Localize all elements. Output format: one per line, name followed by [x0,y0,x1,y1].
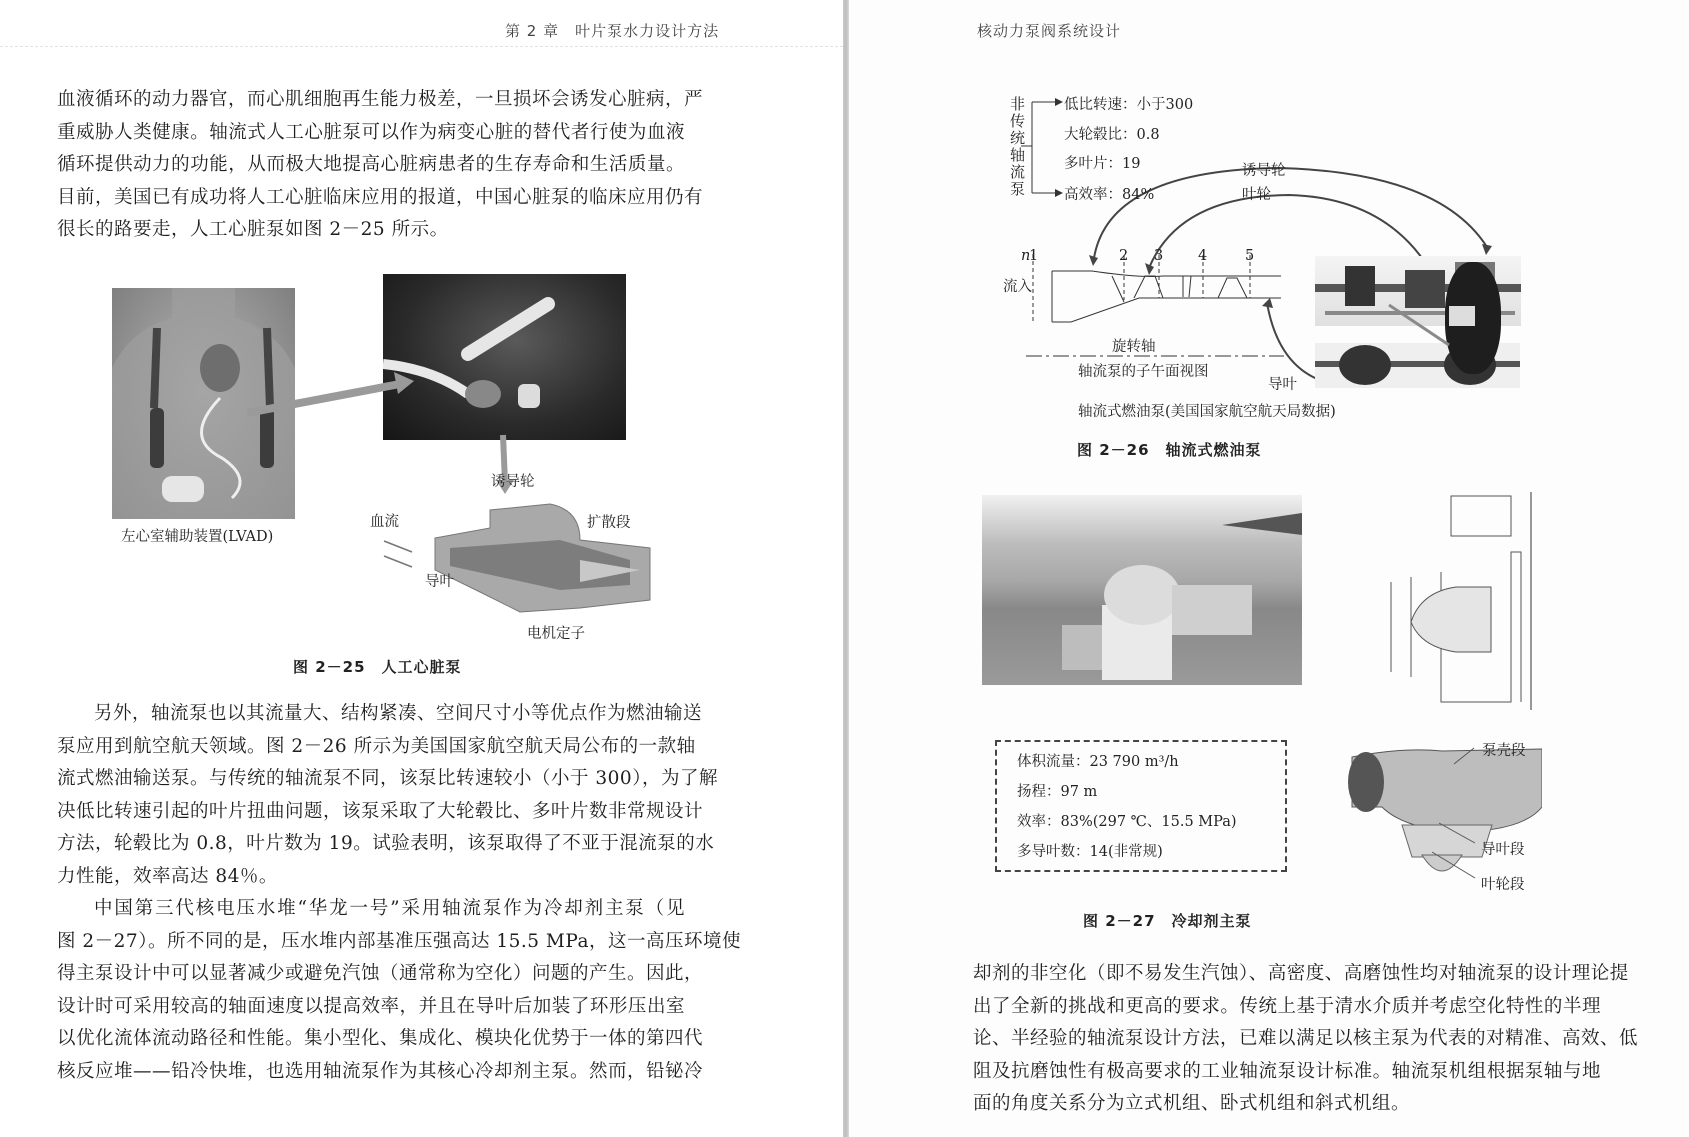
impeller-section-label: 叶轮段 [1481,877,1525,893]
casing-section-label: 泵壳段 [1482,743,1526,759]
meridional-view-title: 轴流泵的子午面视图 [1078,364,1209,380]
guide-vane-section-label: 导叶段 [1481,842,1525,858]
figure-2-25-caption: 图 2－25 人工心脏泵 [293,658,462,676]
paragraph-lead-bismuth [973,958,1639,1121]
paragraph-fuel-pump [57,698,718,893]
part-leader-lines [849,0,1689,900]
right-page [849,0,1689,1137]
feature-blade-count: 多叶片：19 [1064,156,1141,172]
figure-2-27-caption: 图 2－27 冷却剂主泵 [1083,912,1252,930]
text-line: 循环提供动力的功能，从而极大地提高心脏病患者的生存寿命和生活质量。 [57,154,685,175]
text-line: 很长的路要走，人工心脏泵如图 2－25 所示。 [57,219,449,240]
inducer-label: 诱导轮 [491,474,535,490]
motor-stator-label: 电机定子 [527,626,585,642]
station-1: 1 [1029,248,1039,264]
diffuser-label: 扩散段 [587,515,631,531]
text-line: 目前，美国已有成功将人工心脏临床应用的报道，中国心脏泵的临床应用仍有 [57,186,704,208]
feature-low-specific-speed: 低比转速：小于300 [1064,97,1194,113]
text-line: 图 2－27）。所不同的是，压水堆内部基准压强高达 15.5 MPa，这一高压环境使 [57,930,741,952]
station-5: 5 [1245,248,1255,264]
station-4: 4 [1198,248,1208,264]
text-line: 决低比转速引起的叶片扭曲问题，该泵采取了大轮毂比、多叶片数非常规设计 [57,800,704,822]
inflow-label: 流入 [1003,279,1032,295]
spec-guide-vanes: 多导叶数：14(非常规) [1017,844,1163,860]
connector-arrows [0,0,843,700]
spec-head: 扬程：97 m [1017,784,1098,800]
running-head-chapter: 第 2 章 叶片泵水力设计方法 [505,22,720,40]
station-3: 3 [1154,248,1164,264]
text-line: 论、半经验的轴流泵设计方法，已难以满足以核主泵为代表的对精准、高效、低 [973,1028,1639,1049]
text-line: 方法，轮毂比为 0.8，叶片数为 19。试验表明，该泵取得了不亚于混流泵的水 [57,833,715,854]
running-head-book: 核动力泵阀系统设计 [977,22,1122,40]
text-line: 得主泵设计中可以显著减少或避免汽蚀（通常称为空化）问题的产生。因此， [57,963,704,984]
text-line: 流式燃油输送泵。与传统的轴流泵不同，该泵比转速较小（小于 300），为了解 [57,768,718,789]
guide-vane-label: 导叶 [425,574,454,590]
text-line: 阻及抗磨蚀性有极高要求的工业轴流泵设计标准。轴流泵机组根据泵轴与地 [973,1060,1601,1082]
bracket-title-vertical: 非传统轴流泵 [1010,95,1026,198]
text-line: 面的角度关系分为立式机组、卧式机组和斜式机组。 [973,1093,1411,1114]
text-line: 另外，轴流泵也以其流量大、结构紧凑、空间尺寸小等优点作为燃油输送 [94,703,703,724]
rotation-axis-label: 旋转轴 [1112,339,1156,355]
text-line: 中国第三代核电压水堆“华龙一号”采用轴流泵作为冷却剂主泵（见 [94,898,685,919]
figure-2-26-subcaption: 轴流式燃油泵(美国国家航空航天局数据) [1078,404,1336,420]
blood-flow-label: 血流 [370,514,399,530]
meridional-n-label: n [1021,248,1031,264]
text-line: 却剂的非空化（即不易发生汽蚀）、高密度、高磨蚀性均对轴流泵的设计理论提 [973,963,1629,984]
text-line: 核反应堆——铅冷快堆，也选用轴流泵作为其核心冷却剂主泵。然而，铅铋冷 [57,1060,704,1082]
text-line: 泵应用到航空航天领域。图 2－26 所示为美国国家航空航天局公布的一款轴 [57,735,696,757]
text-line: 设计时可采用较高的轴面速度以提高效率，并且在导叶后加装了环形压出室 [57,995,685,1017]
text-line: 力性能，效率高达 84％。 [57,865,278,887]
text-line: 血液循环的动力器官，而心肌细胞再生能力极差，一旦损坏会诱发心脏病，严 [57,89,704,110]
text-line: 以优化流体流动路径和性能。集小型化、集成化、模块化优势于一体的第四代 [57,1028,704,1049]
guide-vane-label: 导叶 [1268,377,1297,393]
arc-label-inducer: 诱导轮 [1242,163,1286,179]
lvad-label: 左心室辅助装置(LVAD) [121,529,274,545]
text-line: 出了全新的挑战和更高的要求。传统上基于清水介质并考虑空化特性的半理 [973,995,1601,1017]
station-2: 2 [1119,248,1129,264]
text-line: 重威胁人类健康。轴流式人工心脏泵可以作为病变心脏的替代者行使为血液 [57,121,685,143]
figure-2-26-caption: 图 2－26 轴流式燃油泵 [1077,441,1262,459]
spec-flow-rate: 体积流量：23 790 m³/h [1017,754,1179,770]
left-page [0,0,843,1137]
spec-efficiency: 效率：83%(297 ℃、15.5 MPa) [1017,814,1237,830]
paragraph-hualong-one [57,893,741,1088]
feature-efficiency: 高效率：84% [1064,187,1155,203]
arc-label-impeller: 叶轮 [1242,187,1271,203]
feature-hub-ratio: 大轮毂比：0.8 [1064,127,1160,143]
